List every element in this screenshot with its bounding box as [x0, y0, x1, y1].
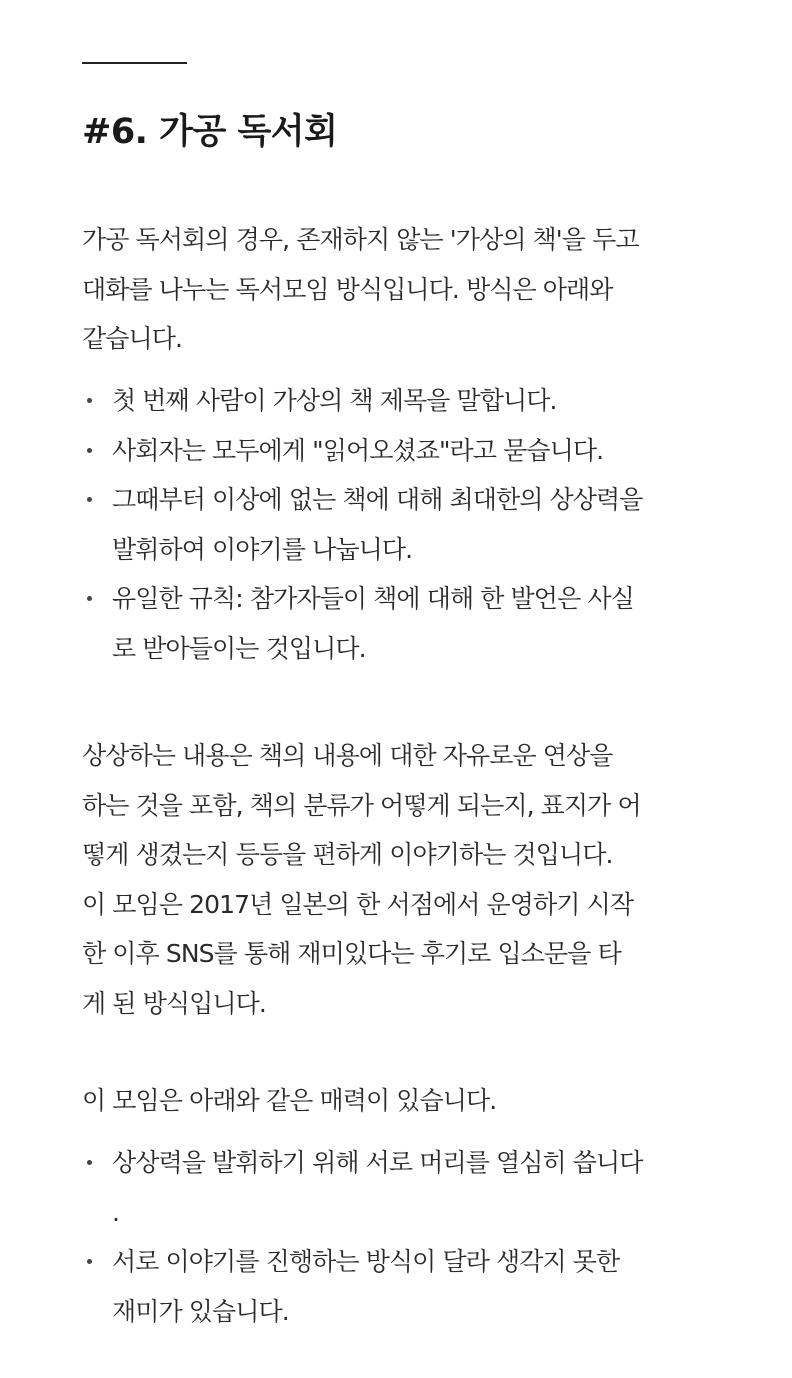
appeal-item-line: 상상력을 발휘하기 위해 서로 머리를 열심히 씁니다	[112, 1148, 643, 1177]
rule-item-line: 유일한 규칙: 참가자들이 책에 대해 한 발언은 사실	[112, 584, 634, 613]
intro-line: 가공 독서회의 경우, 존재하지 않는 '가상의 책'을 두고	[82, 225, 639, 254]
description-line: 한 이후 SNS를 통해 재미있다는 후기로 입소문을 타	[82, 939, 621, 968]
rule-item-line: 발휘하여 이야기를 나눕니다.	[112, 534, 413, 564]
section-divider	[82, 62, 187, 64]
rule-item	[82, 426, 707, 476]
rule-item-line: 그때부터 이상에 없는 책에 대해 최대한의 상상력을	[112, 485, 643, 514]
appeal-item-line: 재미가 있습니다.	[112, 1296, 289, 1326]
appeal-intro	[82, 1076, 707, 1126]
description-line: 게 된 방식입니다.	[82, 988, 266, 1018]
intro-line: 같습니다.	[82, 324, 183, 353]
appeal-item-line: .	[112, 1197, 120, 1227]
description-line: 상상하는 내용은 책의 내용에 대한 자유로운 연상을	[82, 741, 613, 770]
appeal-intro-line: 이 모임은 아래와 같은 매력이 있습니다.	[82, 1086, 497, 1115]
appeal-item	[82, 1138, 707, 1237]
intro-paragraph	[82, 215, 707, 364]
rules-list	[82, 376, 707, 673]
intro-line: 대화를 나누는 독서모임 방식입니다. 방식은 아래와	[82, 274, 613, 304]
rule-item	[82, 574, 707, 673]
description-line: 하는 것을 포함, 책의 분류가 어떻게 되는지, 표지가 어	[82, 790, 641, 820]
description-paragraph	[82, 731, 707, 1028]
rule-item-line: 사회자는 모두에게 "읽어오셨죠"라고 묻습니다.	[112, 435, 604, 465]
appeal-item-line: 서로 이야기를 진행하는 방식이 달라 생각지 못한	[112, 1247, 620, 1276]
section-title: #6. 가공 독서회	[82, 112, 338, 152]
rule-item-line: 첫 번째 사람이 가상의 책 제목을 말합니다.	[112, 386, 557, 415]
rule-item	[82, 376, 707, 426]
description-line: 떻게 생겼는지 등등을 편하게 이야기하는 것입니다.	[82, 840, 613, 869]
appeals-list	[82, 1138, 707, 1336]
appeal-item	[82, 1237, 707, 1336]
rule-item-line: 로 받아들이는 것입니다.	[112, 633, 366, 663]
rule-item	[82, 475, 707, 574]
description-line: 이 모임은 2017년 일본의 한 서점에서 운영하기 시작	[82, 889, 634, 919]
